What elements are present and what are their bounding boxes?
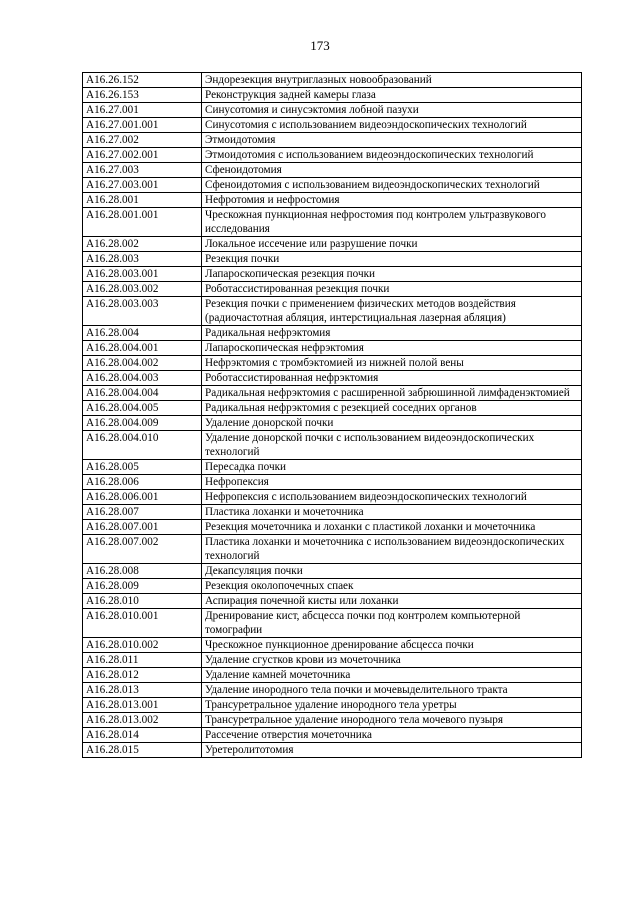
procedure-name: Резекция почки с применением физических методов воздействия (радиочастотная абляция, интерстициальная лазерная абляция): [202, 297, 582, 326]
procedure-code: A16.28.010.002: [83, 638, 202, 653]
procedure-name: Удаление камней мочеточника: [202, 668, 582, 683]
table-row: [83, 460, 582, 475]
procedure-code: A16.28.003: [83, 252, 202, 267]
procedure-name: Лапароскопическая нефрэктомия: [202, 341, 582, 356]
procedure-code: A16.28.007.001: [83, 520, 202, 535]
procedure-code: A16.27.003: [83, 163, 202, 178]
procedure-name: Чрескожное пункционное дренирование абсцесса почки: [202, 638, 582, 653]
table-row: [83, 505, 582, 520]
table-row: [83, 103, 582, 118]
procedure-name: Трансуретральное удаление инородного тела уретры: [202, 698, 582, 713]
table-row: [83, 490, 582, 505]
table-row: [83, 356, 582, 371]
table-row: [83, 579, 582, 594]
procedure-name: Нефрэктомия с тромбэктомией из нижней полой вены: [202, 356, 582, 371]
procedure-code: A16.28.011: [83, 653, 202, 668]
table-row: [83, 416, 582, 431]
procedure-code: A16.28.006: [83, 475, 202, 490]
procedure-code: A16.28.004.009: [83, 416, 202, 431]
table-row: [83, 73, 582, 88]
procedure-name: Сфеноидотомия с использованием видеоэндоскопических технологий: [202, 178, 582, 193]
table-row: [83, 178, 582, 193]
procedure-name: Удаление сгустков крови из мочеточника: [202, 653, 582, 668]
table-row: [83, 326, 582, 341]
table-row: [83, 341, 582, 356]
procedure-name: Удаление донорской почки: [202, 416, 582, 431]
procedure-name: Сфеноидотомия: [202, 163, 582, 178]
procedure-name: Реконструкция задней камеры глаза: [202, 88, 582, 103]
procedure-name: Этмоидотомия с использованием видеоэндоскопических технологий: [202, 148, 582, 163]
procedure-code: A16.28.003.003: [83, 297, 202, 326]
procedure-code: A16.27.001: [83, 103, 202, 118]
table-row: [83, 668, 582, 683]
procedure-code: A16.28.014: [83, 728, 202, 743]
procedure-code: A16.27.002.001: [83, 148, 202, 163]
table-row: [83, 267, 582, 282]
procedure-code: A16.28.004.003: [83, 371, 202, 386]
table-row: [83, 713, 582, 728]
table-row: [83, 475, 582, 490]
procedure-name: Удаление донорской почки с использованием видеоэндоскопических технологий: [202, 431, 582, 460]
procedure-name: Роботассистированная нефрэктомия: [202, 371, 582, 386]
table-row: [83, 371, 582, 386]
table-row: [83, 193, 582, 208]
procedure-code: A16.28.012: [83, 668, 202, 683]
procedure-name: Резекция околопочечных спаек: [202, 579, 582, 594]
procedure-name: Радикальная нефрэктомия с расширенной забрюшинной лимфаденэктомией: [202, 386, 582, 401]
procedure-name: Нефропексия: [202, 475, 582, 490]
table-body: [83, 73, 582, 758]
procedure-name: Нефротомия и нефростомия: [202, 193, 582, 208]
table-row: [83, 564, 582, 579]
table-row: [83, 638, 582, 653]
procedure-name: Эндорезекция внутриглазных новообразований: [202, 73, 582, 88]
procedure-name: Лапароскопическая резекция почки: [202, 267, 582, 282]
procedure-name: Радикальная нефрэктомия: [202, 326, 582, 341]
procedure-code: A16.28.010.001: [83, 609, 202, 638]
procedure-code: A16.28.004: [83, 326, 202, 341]
procedure-name: Синусотомия с использованием видеоэндоскопических технологий: [202, 118, 582, 133]
procedure-code: A16.28.013.002: [83, 713, 202, 728]
table-row: [83, 401, 582, 416]
procedure-name: Рассечение отверстия мочеточника: [202, 728, 582, 743]
procedure-name: Локальное иссечение или разрушение почки: [202, 237, 582, 252]
procedure-name: Этмоидотомия: [202, 133, 582, 148]
procedure-code: A16.28.004.010: [83, 431, 202, 460]
table-row: [83, 133, 582, 148]
table-row: [83, 743, 582, 758]
procedure-code: A16.28.003.002: [83, 282, 202, 297]
procedure-name: Нефропексия с использованием видеоэндоскопических технологий: [202, 490, 582, 505]
procedure-name: Дренирование кист, абсцесса почки под контролем компьютерной томографии: [202, 609, 582, 638]
table-row: [83, 163, 582, 178]
procedure-code: A16.28.009: [83, 579, 202, 594]
procedure-code: A16.28.007: [83, 505, 202, 520]
procedure-name: Уретеролитотомия: [202, 743, 582, 758]
procedure-name: Трансуретральное удаление инородного тела мочевого пузыря: [202, 713, 582, 728]
table-row: [83, 88, 582, 103]
procedure-code: A16.28.003.001: [83, 267, 202, 282]
procedure-name: Пересадка почки: [202, 460, 582, 475]
table-row: [83, 683, 582, 698]
procedure-name: Синусотомия и синусэктомия лобной пазухи: [202, 103, 582, 118]
procedure-name: Чрескожная пункционная нефростомия под контролем ультразвукового исследования: [202, 208, 582, 237]
procedure-codes-table: [82, 72, 582, 758]
procedure-code: A16.28.004.004: [83, 386, 202, 401]
procedure-code: A16.28.013.001: [83, 698, 202, 713]
procedure-code: A16.27.001.001: [83, 118, 202, 133]
page-number: 173: [310, 38, 330, 53]
procedure-code: A16.28.005: [83, 460, 202, 475]
procedure-code: A16.28.004.005: [83, 401, 202, 416]
table-row: [83, 594, 582, 609]
procedure-code: A16.28.001: [83, 193, 202, 208]
table-row: [83, 148, 582, 163]
table-row: [83, 208, 582, 237]
table-row: [83, 297, 582, 326]
procedure-code: A16.28.004.002: [83, 356, 202, 371]
table-row: [83, 609, 582, 638]
procedure-code: A16.27.002: [83, 133, 202, 148]
procedure-name: Аспирация почечной кисты или лоханки: [202, 594, 582, 609]
procedure-name: Удаление инородного тела почки и мочевыделительного тракта: [202, 683, 582, 698]
procedure-name: Радикальная нефрэктомия с резекцией соседних органов: [202, 401, 582, 416]
procedure-name: Декапсуляция почки: [202, 564, 582, 579]
procedure-name: Резекция мочеточника и лоханки с пластикой лоханки и мочеточника: [202, 520, 582, 535]
procedure-code: A16.28.010: [83, 594, 202, 609]
procedure-name: Пластика лоханки и мочеточника: [202, 505, 582, 520]
procedure-code: A16.28.002: [83, 237, 202, 252]
table-row: [83, 535, 582, 564]
table-row: [83, 282, 582, 297]
table-row: [83, 520, 582, 535]
procedure-code: A16.28.008: [83, 564, 202, 579]
procedure-code: A16.27.003.001: [83, 178, 202, 193]
procedure-code: A16.28.006.001: [83, 490, 202, 505]
table-row: [83, 118, 582, 133]
procedure-code: A16.26.153: [83, 88, 202, 103]
table-row: [83, 431, 582, 460]
procedure-name: Резекция почки: [202, 252, 582, 267]
procedure-code: A16.28.004.001: [83, 341, 202, 356]
procedure-code: A16.28.013: [83, 683, 202, 698]
procedure-code: A16.28.001.001: [83, 208, 202, 237]
table-row: [83, 653, 582, 668]
procedure-code: A16.26.152: [83, 73, 202, 88]
procedure-code: A16.28.007.002: [83, 535, 202, 564]
table-row: [83, 728, 582, 743]
table-row: [83, 698, 582, 713]
table-row: [83, 386, 582, 401]
table-row: [83, 252, 582, 267]
table-row: [83, 237, 582, 252]
procedure-code: A16.28.015: [83, 743, 202, 758]
procedure-name: Роботассистированная резекция почки: [202, 282, 582, 297]
procedure-name: Пластика лоханки и мочеточника с использованием видеоэндоскопических технологий: [202, 535, 582, 564]
